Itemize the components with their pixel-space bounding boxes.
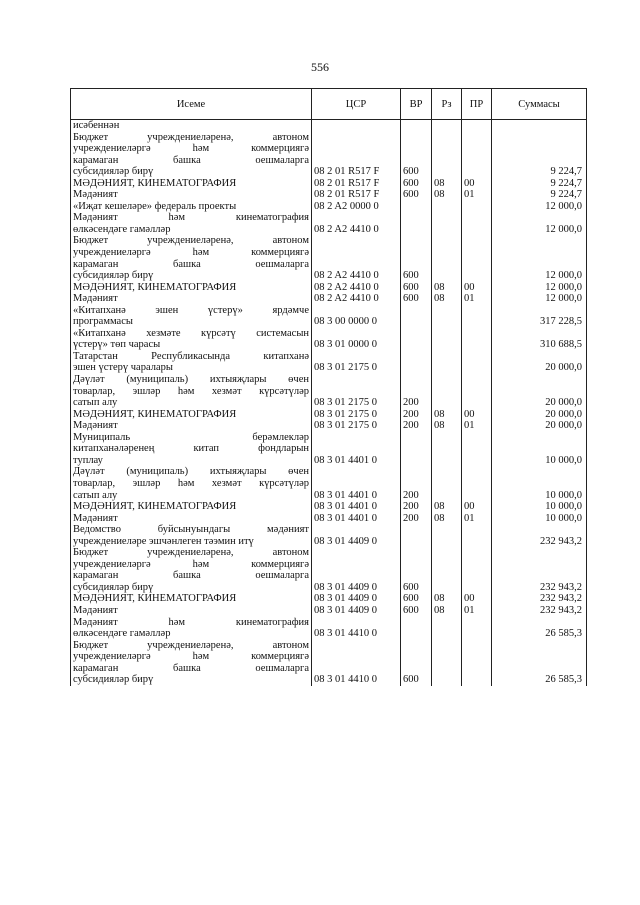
row-name [71, 593, 312, 605]
row-name-line: карамаган башка оешмаларга [73, 154, 309, 166]
row-rz [432, 374, 462, 409]
row-name-line: Мәдәният [73, 604, 118, 616]
table-row [71, 120, 587, 132]
row-name-line: өлкәсендәге гамәлләр [73, 628, 171, 640]
row-vr [401, 120, 432, 132]
budget-table [70, 88, 587, 686]
row-name-line: МӘДӘНИЯТ, КИНЕМАТОГРАФИЯ [73, 408, 237, 420]
row-vr [401, 351, 432, 374]
row-csr: 08 3 01 4401 0 [312, 501, 401, 513]
row-sum: 232 943,2 [492, 547, 587, 593]
row-rz: 08 [432, 282, 462, 294]
table-row [71, 189, 587, 201]
header-pr: ПР [462, 89, 492, 120]
row-csr: 08 3 01 4409 0 [312, 593, 401, 605]
row-name [71, 293, 312, 305]
row-name [71, 547, 312, 593]
row-pr: 00 [462, 282, 492, 294]
row-pr [462, 212, 492, 235]
row-rz [432, 617, 462, 640]
row-vr: 200 [401, 501, 432, 513]
table-row [71, 593, 587, 605]
row-sum: 20 000,0 [492, 409, 587, 421]
row-sum: 9 224,7 [492, 189, 587, 201]
row-pr [462, 617, 492, 640]
row-sum: 26 585,3 [492, 640, 587, 686]
row-name-line: карамаган башка оешмаларга [73, 258, 309, 270]
row-rz [432, 305, 462, 328]
row-rz [432, 640, 462, 686]
row-sum: 12 000,0 [492, 212, 587, 235]
row-pr [462, 351, 492, 374]
row-sum: 232 943,2 [492, 593, 587, 605]
row-rz: 08 [432, 593, 462, 605]
row-pr: 01 [462, 605, 492, 617]
row-csr: 08 3 01 4410 0 [312, 617, 401, 640]
row-vr: 600 [401, 547, 432, 593]
row-csr: 08 3 01 0000 0 [312, 328, 401, 351]
row-name [71, 524, 312, 547]
row-vr: 600 [401, 640, 432, 686]
row-name [71, 178, 312, 190]
row-vr: 600 [401, 593, 432, 605]
row-csr: 08 3 01 4401 0 [312, 513, 401, 525]
row-csr: 08 2 A2 4410 0 [312, 282, 401, 294]
table-row [71, 178, 587, 190]
row-sum: 317 228,5 [492, 305, 587, 328]
row-csr [312, 120, 401, 132]
table-row [71, 420, 587, 432]
header-name: Исеме [71, 89, 312, 120]
row-csr: 08 2 01 R517 F [312, 189, 401, 201]
row-rz: 08 [432, 178, 462, 190]
row-sum: 12 000,0 [492, 282, 587, 294]
row-name-line: МӘДӘНИЯТ, КИНЕМАТОГРАФИЯ [73, 593, 237, 605]
row-name-line: Мәдәният һәм кинематография [73, 616, 309, 628]
row-sum: 26 585,3 [492, 617, 587, 640]
row-name-line: учреждениеләргә һәм коммерциягә [73, 558, 309, 570]
row-pr [462, 374, 492, 409]
row-name [71, 189, 312, 201]
row-pr [462, 235, 492, 281]
row-sum: 10 000,0 [492, 513, 587, 525]
row-name [71, 640, 312, 686]
row-sum: 9 224,7 [492, 178, 587, 190]
row-name-line: учреждениеләре эшчәнлеген тәэмин итү [73, 535, 254, 547]
row-rz [432, 328, 462, 351]
row-name [71, 132, 312, 178]
row-vr: 200 [401, 513, 432, 525]
row-name-line: исәбеннән [73, 120, 120, 131]
row-pr: 01 [462, 513, 492, 525]
row-pr: 01 [462, 293, 492, 305]
row-pr [462, 524, 492, 547]
row-sum: 20 000,0 [492, 374, 587, 409]
row-vr: 600 [401, 189, 432, 201]
row-name [71, 420, 312, 432]
row-vr: 600 [401, 132, 432, 178]
table-row [71, 466, 587, 501]
row-sum: 12 000,0 [492, 201, 587, 213]
table-row [71, 640, 587, 686]
table-row [71, 201, 587, 213]
row-name [71, 374, 312, 409]
header-sum: Суммасы [492, 89, 587, 120]
table-row [71, 605, 587, 617]
row-name-line: Мәдәният [73, 293, 118, 305]
row-pr: 00 [462, 593, 492, 605]
row-name-line: китапханәләренең китап фондларын [73, 443, 309, 455]
row-vr [401, 617, 432, 640]
row-rz [432, 524, 462, 547]
row-name-line: өлкәсендәге гамәлләр [73, 223, 171, 235]
row-name-line: Бюджет учреждениеләренә, автоном [73, 639, 309, 651]
row-pr: 01 [462, 420, 492, 432]
row-name-line: МӘДӘНИЯТ, КИНЕМАТОГРАФИЯ [73, 501, 237, 513]
row-name-line: программасы [73, 316, 133, 328]
table-row [71, 351, 587, 374]
row-name-line: субсидияләр бирү [73, 166, 154, 178]
row-pr [462, 305, 492, 328]
row-pr [462, 432, 492, 467]
row-csr: 08 3 01 4409 0 [312, 524, 401, 547]
row-vr: 600 [401, 282, 432, 294]
row-vr [401, 328, 432, 351]
row-name [71, 305, 312, 328]
row-name-line: Ведомство буйсынуындагы мәдәният [73, 524, 309, 536]
row-name-line: Дәүләт (муниципаль) ихтыяҗлары өчен [73, 374, 309, 386]
row-name-line: Мәдәният [73, 512, 118, 524]
row-rz [432, 235, 462, 281]
row-vr: 200 [401, 420, 432, 432]
row-name-line: субсидияләр бирү [73, 581, 154, 593]
row-name [71, 501, 312, 513]
row-name-line: Мәдәният [73, 189, 118, 201]
row-vr: 600 [401, 178, 432, 190]
row-name [71, 235, 312, 281]
row-csr: 08 2 A2 4410 0 [312, 235, 401, 281]
row-name-line: учреждениеләргә һәм коммерциягә [73, 247, 309, 259]
row-sum: 232 943,2 [492, 605, 587, 617]
row-name [71, 409, 312, 421]
row-rz: 08 [432, 605, 462, 617]
header-vr: ВР [401, 89, 432, 120]
row-name-line: сатып алу [73, 397, 118, 409]
row-name-line: Мәдәният һәм кинематография [73, 212, 309, 224]
row-name-line: Бюджет учреждениеләренә, автоном [73, 547, 309, 559]
row-name [71, 212, 312, 235]
row-name-line: «Китапханә хезмәте күрсәтү системасын [73, 327, 309, 339]
row-rz: 08 [432, 293, 462, 305]
table-row [71, 235, 587, 281]
row-vr: 200 [401, 374, 432, 409]
row-pr [462, 547, 492, 593]
row-vr [401, 432, 432, 467]
row-rz [432, 201, 462, 213]
row-name [71, 432, 312, 467]
row-rz [432, 212, 462, 235]
row-vr: 600 [401, 293, 432, 305]
row-csr: 08 3 01 2175 0 [312, 409, 401, 421]
row-csr: 08 2 A2 4410 0 [312, 293, 401, 305]
table-header-row [71, 89, 587, 120]
row-rz: 08 [432, 409, 462, 421]
row-name [71, 282, 312, 294]
row-sum: 310 688,5 [492, 328, 587, 351]
row-rz [432, 432, 462, 467]
row-sum: 20 000,0 [492, 420, 587, 432]
row-name [71, 201, 312, 213]
row-rz [432, 351, 462, 374]
row-vr [401, 201, 432, 213]
row-sum: 232 943,2 [492, 524, 587, 547]
row-name-line: учреждениеләргә һәм коммерциягә [73, 143, 309, 155]
row-name-line: МӘДӘНИЯТ, КИНЕМАТОГРАФИЯ [73, 177, 237, 189]
row-csr: 08 3 01 2175 0 [312, 420, 401, 432]
row-name-line: үстерү» төп чарасы [73, 339, 161, 351]
row-name-line: субсидияләр бирү [73, 270, 154, 282]
row-name-line: карамаган башка оешмаларга [73, 662, 309, 674]
row-csr: 08 3 01 4409 0 [312, 605, 401, 617]
row-pr: 00 [462, 178, 492, 190]
row-name-line: Муниципаль берәмлекләр [73, 431, 309, 443]
row-name-line: сатып алу [73, 489, 118, 501]
table-row [71, 282, 587, 294]
row-csr: 08 3 01 2175 0 [312, 374, 401, 409]
row-vr [401, 212, 432, 235]
row-vr: 600 [401, 605, 432, 617]
row-name [71, 120, 312, 132]
row-sum: 12 000,0 [492, 235, 587, 281]
row-sum: 20 000,0 [492, 351, 587, 374]
row-name-line: Бюджет учреждениеләренә, автоном [73, 131, 309, 143]
row-sum: 12 000,0 [492, 293, 587, 305]
table-row [71, 328, 587, 351]
row-pr [462, 132, 492, 178]
row-rz [432, 466, 462, 501]
row-sum: 10 000,0 [492, 501, 587, 513]
row-pr: 00 [462, 501, 492, 513]
row-rz [432, 120, 462, 132]
row-csr: 08 2 A2 4410 0 [312, 212, 401, 235]
row-name-line: «Иҗат кешеләре» федераль проекты [73, 200, 237, 212]
row-csr: 08 3 01 4401 0 [312, 466, 401, 501]
row-pr [462, 328, 492, 351]
header-rz: Рз [432, 89, 462, 120]
row-name [71, 513, 312, 525]
row-pr [462, 640, 492, 686]
row-sum: 10 000,0 [492, 466, 587, 501]
row-pr: 00 [462, 409, 492, 421]
row-name-line: товарлар, эшләр һәм хезмәт күрсәтүләр [73, 477, 309, 489]
row-name [71, 351, 312, 374]
row-name-line: Бюджет учреждениеләренә, автоном [73, 235, 309, 247]
row-csr: 08 2 01 R517 F [312, 132, 401, 178]
row-name-line: товарлар, эшләр һәм хезмәт күрсәтүләр [73, 385, 309, 397]
row-csr: 08 3 01 4401 0 [312, 432, 401, 467]
row-vr: 600 [401, 235, 432, 281]
page-number: 556 [311, 60, 329, 74]
row-csr: 08 3 01 2175 0 [312, 351, 401, 374]
row-rz: 08 [432, 420, 462, 432]
row-pr [462, 201, 492, 213]
table-row [71, 212, 587, 235]
row-csr: 08 3 00 0000 0 [312, 305, 401, 328]
table-row [71, 617, 587, 640]
row-name [71, 617, 312, 640]
row-rz: 08 [432, 513, 462, 525]
row-csr: 08 3 01 4409 0 [312, 547, 401, 593]
row-csr: 08 3 01 4410 0 [312, 640, 401, 686]
row-rz [432, 547, 462, 593]
table-row [71, 132, 587, 178]
table-row [71, 293, 587, 305]
row-vr: 200 [401, 466, 432, 501]
row-name-line: Дәүләт (муниципаль) ихтыяҗлары өчен [73, 466, 309, 478]
row-pr [462, 120, 492, 132]
table-row [71, 524, 587, 547]
row-pr [462, 466, 492, 501]
row-vr: 200 [401, 409, 432, 421]
row-name-line: учреждениеләргә һәм коммерциягә [73, 651, 309, 663]
row-name-line: Мәдәният [73, 420, 118, 432]
row-csr: 08 2 01 R517 F [312, 178, 401, 190]
row-sum [492, 120, 587, 132]
row-rz [432, 132, 462, 178]
row-name [71, 466, 312, 501]
table-row [71, 409, 587, 421]
row-vr [401, 305, 432, 328]
table-row [71, 547, 587, 593]
row-vr [401, 524, 432, 547]
row-name-line: «Китапханә эшен үстерү» ярдәмче [73, 304, 309, 316]
row-pr: 01 [462, 189, 492, 201]
row-name [71, 328, 312, 351]
row-name-line: карамаган башка оешмаларга [73, 570, 309, 582]
row-sum: 9 224,7 [492, 132, 587, 178]
header-csr: ЦСР [312, 89, 401, 120]
row-name-line: Татарстан Республикасында китапханә [73, 350, 309, 362]
row-name-line: эшен үстерү чаралары [73, 362, 173, 374]
table-row [71, 305, 587, 328]
table-row [71, 432, 587, 467]
table-row [71, 501, 587, 513]
table-row [71, 374, 587, 409]
row-name-line: туплау [73, 454, 103, 466]
row-csr: 08 2 A2 0000 0 [312, 201, 401, 213]
row-name-line: МӘДӘНИЯТ, КИНЕМАТОГРАФИЯ [73, 281, 237, 293]
row-rz: 08 [432, 189, 462, 201]
table-row [71, 513, 587, 525]
row-sum: 10 000,0 [492, 432, 587, 467]
row-name [71, 605, 312, 617]
row-rz: 08 [432, 501, 462, 513]
row-name-line: субсидияләр бирү [73, 674, 154, 686]
table-body [71, 120, 587, 686]
